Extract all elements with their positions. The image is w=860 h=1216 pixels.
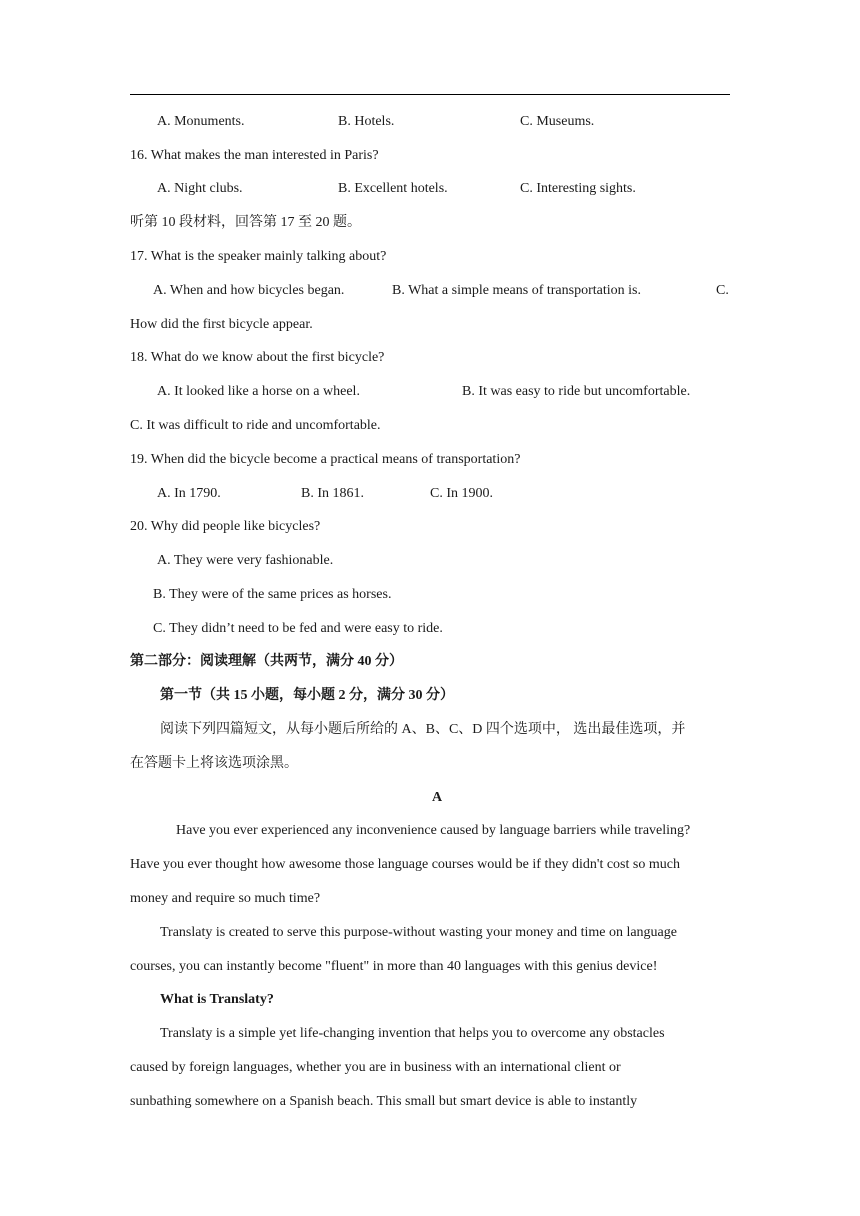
section1-heading: 第一节（共 15 小题，每小题 2 分，满分 30 分） [160,688,454,703]
q18-option-c: C. It was difficult to ride and uncomfortable. [130,418,381,433]
q20-option-b: B. They were of the same prices as horses. [153,587,392,602]
q20-stem: 20. Why did people like bicycles? [130,519,321,534]
passage-p2-line-2: courses, you can instantly become "fluent" in more than 40 languages with this genius device! [130,959,658,974]
header-rule [130,94,730,95]
instructions-line-2: 在答题卡上将该选项涂黑。 [130,756,298,771]
q20-option-c: C. They didn’t need to be fed and were easy to ride. [153,621,443,636]
q16-option-b: B. Excellent hotels. [338,181,448,196]
q16-option-a: A. Night clubs. [157,181,243,196]
q15-option-b: B. Hotels. [338,114,395,129]
passage-label: A [432,790,443,805]
q19-option-a: A. In 1790. [157,486,221,501]
q17-option-b: B. What a simple means of transportation is. [392,283,641,298]
passage-p3-line-2: caused by foreign languages, whether you are in business with an international client or [130,1060,621,1075]
passage-p3-line-3: sunbathing somewhere on a Spanish beach. This small but smart device is able to instantly [130,1094,638,1109]
q19-option-b: B. In 1861. [301,486,364,501]
q19-stem: 19. When did the bicycle become a practical means of transportation? [130,452,521,467]
q18-option-a: A. It looked like a horse on a wheel. [157,384,360,399]
q15-option-a: A. Monuments. [157,114,245,129]
instructions-line-1: 阅读下列四篇短文，从每小题后所给的 A、B、C、D 四个选项中， 选出最佳选项，并 [160,722,686,737]
passage-p1-line-2: Have you ever thought how awesome those language courses would be if they didn't cost so much [130,857,680,872]
q17-option-c-label: C. [716,283,729,298]
passage-p1-line-3: money and require so much time? [130,891,321,906]
passage-p1-line-1: Have you ever experienced any inconvenience caused by language barriers while traveling? [176,823,691,838]
passage-p3-line-1: Translaty is a simple yet life-changing invention that helps you to overcome any obstacles [160,1026,665,1041]
passage-subheading: What is Translaty? [160,992,274,1007]
q15-option-c: C. Museums. [520,114,595,129]
q17-stem: 17. What is the speaker mainly talking about? [130,249,387,264]
q17-option-c-text: How did the first bicycle appear. [130,317,313,332]
passage-p2-line-1: Translaty is created to serve this purpose-without wasting your money and time on language [160,925,677,940]
q16-option-c: C. Interesting sights. [520,181,636,196]
q19-option-c: C. In 1900. [430,486,493,501]
section10-intro: 听第 10 段材料，回答第 17 至 20 题。 [130,215,361,230]
q20-option-a: A. They were very fashionable. [157,553,334,568]
q18-stem: 18. What do we know about the first bicycle? [130,350,385,365]
q18-option-b: B. It was easy to ride but uncomfortable. [462,384,691,399]
part2-heading: 第二部分：阅读理解（共两节，满分 40 分） [130,654,403,669]
q17-option-a: A. When and how bicycles began. [153,283,345,298]
q16-stem: 16. What makes the man interested in Paris? [130,148,379,163]
